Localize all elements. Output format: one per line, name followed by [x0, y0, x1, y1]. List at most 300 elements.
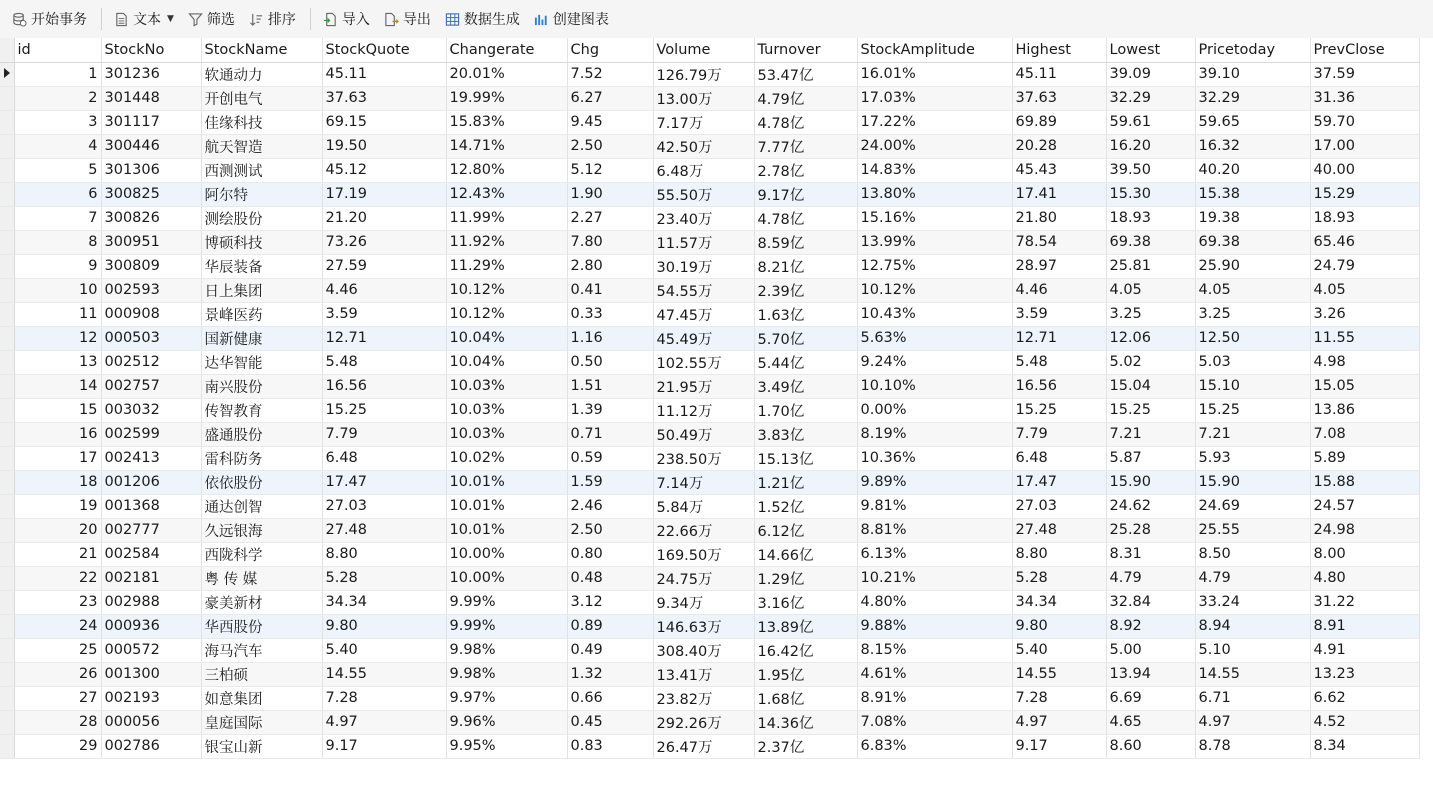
- cell-volume[interactable]: 6.48万: [653, 158, 754, 182]
- cell-stockamplitude[interactable]: 17.03%: [857, 86, 1012, 110]
- cell-volume[interactable]: 30.19万: [653, 254, 754, 278]
- cell-pricetoday[interactable]: 39.10: [1195, 62, 1310, 86]
- cell-stockquote[interactable]: 8.80: [322, 542, 446, 566]
- cell-stockquote[interactable]: 19.50: [322, 134, 446, 158]
- cell-pricetoday[interactable]: 15.25: [1195, 398, 1310, 422]
- cell-chg[interactable]: 1.59: [567, 470, 653, 494]
- cell-volume[interactable]: 45.49万: [653, 326, 754, 350]
- cell-prevclose[interactable]: 8.00: [1310, 542, 1419, 566]
- cell-pricetoday[interactable]: 3.25: [1195, 302, 1310, 326]
- cell-highest[interactable]: 7.28: [1012, 686, 1106, 710]
- cell-chg[interactable]: 6.27: [567, 86, 653, 110]
- cell-lowest[interactable]: 59.61: [1106, 110, 1195, 134]
- cell-id[interactable]: 5: [14, 158, 101, 182]
- cell-turnover[interactable]: 16.42亿: [754, 638, 857, 662]
- cell-stockname[interactable]: 开创电气: [201, 86, 322, 110]
- row-indicator[interactable]: [0, 422, 14, 446]
- cell-stockquote[interactable]: 16.56: [322, 374, 446, 398]
- cell-volume[interactable]: 169.50万: [653, 542, 754, 566]
- cell-stockno[interactable]: 000503: [101, 326, 201, 350]
- cell-changerate[interactable]: 11.29%: [446, 254, 567, 278]
- cell-turnover[interactable]: 13.89亿: [754, 614, 857, 638]
- cell-chg[interactable]: 0.66: [567, 686, 653, 710]
- cell-prevclose[interactable]: 5.89: [1310, 446, 1419, 470]
- cell-stockamplitude[interactable]: 4.61%: [857, 662, 1012, 686]
- cell-stockname[interactable]: 如意集团: [201, 686, 322, 710]
- cell-lowest[interactable]: 32.84: [1106, 590, 1195, 614]
- row-indicator[interactable]: [0, 182, 14, 206]
- data-generation-button[interactable]: [439, 5, 526, 33]
- cell-prevclose[interactable]: 31.22: [1310, 590, 1419, 614]
- cell-chg[interactable]: 0.33: [567, 302, 653, 326]
- cell-lowest[interactable]: 15.04: [1106, 374, 1195, 398]
- cell-stockname[interactable]: 景峰医药: [201, 302, 322, 326]
- cell-stockno[interactable]: 001206: [101, 470, 201, 494]
- cell-highest[interactable]: 12.71: [1012, 326, 1106, 350]
- cell-id[interactable]: 12: [14, 326, 101, 350]
- row-indicator[interactable]: [0, 158, 14, 182]
- cell-id[interactable]: 8: [14, 230, 101, 254]
- cell-changerate[interactable]: 10.02%: [446, 446, 567, 470]
- table-row[interactable]: [0, 374, 1419, 398]
- cell-volume[interactable]: 292.26万: [653, 710, 754, 734]
- cell-stockquote[interactable]: 9.17: [322, 734, 446, 758]
- cell-changerate[interactable]: 10.01%: [446, 518, 567, 542]
- cell-stockquote[interactable]: 27.48: [322, 518, 446, 542]
- cell-volume[interactable]: 146.63万: [653, 614, 754, 638]
- cell-lowest[interactable]: 25.28: [1106, 518, 1195, 542]
- cell-stockname[interactable]: 软通动力: [201, 62, 322, 86]
- cell-lowest[interactable]: 8.92: [1106, 614, 1195, 638]
- cell-stockno[interactable]: 002786: [101, 734, 201, 758]
- cell-chg[interactable]: 1.16: [567, 326, 653, 350]
- table-row[interactable]: [0, 110, 1419, 134]
- cell-id[interactable]: 16: [14, 422, 101, 446]
- cell-stockquote[interactable]: 17.47: [322, 470, 446, 494]
- cell-stockname[interactable]: 西测测试: [201, 158, 322, 182]
- table-row[interactable]: [0, 518, 1419, 542]
- cell-changerate[interactable]: 10.04%: [446, 326, 567, 350]
- cell-stockno[interactable]: 001300: [101, 662, 201, 686]
- cell-id[interactable]: 13: [14, 350, 101, 374]
- cell-stockquote[interactable]: 17.19: [322, 182, 446, 206]
- cell-stockquote[interactable]: 4.97: [322, 710, 446, 734]
- cell-stockname[interactable]: 海马汽车: [201, 638, 322, 662]
- cell-turnover[interactable]: 1.95亿: [754, 662, 857, 686]
- cell-turnover[interactable]: 8.21亿: [754, 254, 857, 278]
- cell-prevclose[interactable]: 15.05: [1310, 374, 1419, 398]
- cell-changerate[interactable]: 10.12%: [446, 278, 567, 302]
- cell-changerate[interactable]: 10.12%: [446, 302, 567, 326]
- cell-stockno[interactable]: 002988: [101, 590, 201, 614]
- table-row[interactable]: [0, 566, 1419, 590]
- cell-chg[interactable]: 0.41: [567, 278, 653, 302]
- cell-changerate[interactable]: 10.01%: [446, 494, 567, 518]
- cell-stockno[interactable]: 300446: [101, 134, 201, 158]
- cell-volume[interactable]: 21.95万: [653, 374, 754, 398]
- cell-chg[interactable]: 0.50: [567, 350, 653, 374]
- cell-stockname[interactable]: 华辰装备: [201, 254, 322, 278]
- cell-prevclose[interactable]: 4.91: [1310, 638, 1419, 662]
- cell-stockamplitude[interactable]: 9.89%: [857, 470, 1012, 494]
- cell-lowest[interactable]: 39.50: [1106, 158, 1195, 182]
- cell-stockquote[interactable]: 12.71: [322, 326, 446, 350]
- cell-chg[interactable]: 0.83: [567, 734, 653, 758]
- cell-prevclose[interactable]: 8.34: [1310, 734, 1419, 758]
- row-indicator[interactable]: [0, 62, 14, 86]
- cell-stockno[interactable]: 300826: [101, 206, 201, 230]
- begin-transaction-button[interactable]: [6, 5, 93, 33]
- cell-turnover[interactable]: 4.78亿: [754, 206, 857, 230]
- cell-stockno[interactable]: 000572: [101, 638, 201, 662]
- cell-stockamplitude[interactable]: 5.63%: [857, 326, 1012, 350]
- cell-stockamplitude[interactable]: 4.80%: [857, 590, 1012, 614]
- cell-volume[interactable]: 42.50万: [653, 134, 754, 158]
- table-row[interactable]: [0, 86, 1419, 110]
- cell-pricetoday[interactable]: 15.90: [1195, 470, 1310, 494]
- text-button[interactable]: [108, 5, 180, 33]
- cell-volume[interactable]: 24.75万: [653, 566, 754, 590]
- cell-stockquote[interactable]: 14.55: [322, 662, 446, 686]
- export-button[interactable]: [378, 5, 437, 33]
- cell-stockquote[interactable]: 6.48: [322, 446, 446, 470]
- table-row[interactable]: [0, 542, 1419, 566]
- cell-stockquote[interactable]: 27.59: [322, 254, 446, 278]
- cell-stockquote[interactable]: 7.28: [322, 686, 446, 710]
- cell-lowest[interactable]: 5.00: [1106, 638, 1195, 662]
- cell-stockname[interactable]: 久远银海: [201, 518, 322, 542]
- cell-stockname[interactable]: 阿尔特: [201, 182, 322, 206]
- row-indicator[interactable]: [0, 470, 14, 494]
- cell-highest[interactable]: 8.80: [1012, 542, 1106, 566]
- table-row[interactable]: [0, 470, 1419, 494]
- row-indicator[interactable]: [0, 326, 14, 350]
- cell-changerate[interactable]: 9.98%: [446, 638, 567, 662]
- cell-changerate[interactable]: 9.95%: [446, 734, 567, 758]
- cell-volume[interactable]: 55.50万: [653, 182, 754, 206]
- cell-pricetoday[interactable]: 7.21: [1195, 422, 1310, 446]
- import-button[interactable]: [317, 5, 376, 33]
- row-indicator[interactable]: [0, 278, 14, 302]
- row-indicator[interactable]: [0, 254, 14, 278]
- cell-pricetoday[interactable]: 5.10: [1195, 638, 1310, 662]
- table-row[interactable]: [0, 62, 1419, 86]
- cell-stockno[interactable]: 301448: [101, 86, 201, 110]
- cell-highest[interactable]: 9.17: [1012, 734, 1106, 758]
- cell-id[interactable]: 14: [14, 374, 101, 398]
- row-indicator[interactable]: [0, 398, 14, 422]
- cell-lowest[interactable]: 16.20: [1106, 134, 1195, 158]
- cell-lowest[interactable]: 25.81: [1106, 254, 1195, 278]
- cell-lowest[interactable]: 18.93: [1106, 206, 1195, 230]
- cell-stockamplitude[interactable]: 6.13%: [857, 542, 1012, 566]
- cell-prevclose[interactable]: 15.88: [1310, 470, 1419, 494]
- cell-stockamplitude[interactable]: 10.36%: [857, 446, 1012, 470]
- cell-prevclose[interactable]: 15.29: [1310, 182, 1419, 206]
- cell-prevclose[interactable]: 24.98: [1310, 518, 1419, 542]
- cell-pricetoday[interactable]: 15.10: [1195, 374, 1310, 398]
- cell-changerate[interactable]: 10.00%: [446, 542, 567, 566]
- cell-chg[interactable]: 7.52: [567, 62, 653, 86]
- cell-stockno[interactable]: 002593: [101, 278, 201, 302]
- cell-highest[interactable]: 5.48: [1012, 350, 1106, 374]
- cell-chg[interactable]: 2.80: [567, 254, 653, 278]
- cell-volume[interactable]: 26.47万: [653, 734, 754, 758]
- cell-prevclose[interactable]: 24.79: [1310, 254, 1419, 278]
- cell-stockno[interactable]: 002757: [101, 374, 201, 398]
- cell-lowest[interactable]: 5.87: [1106, 446, 1195, 470]
- cell-turnover[interactable]: 1.29亿: [754, 566, 857, 590]
- row-indicator[interactable]: [0, 734, 14, 758]
- cell-id[interactable]: 22: [14, 566, 101, 590]
- cell-stockno[interactable]: 002599: [101, 422, 201, 446]
- cell-highest[interactable]: 5.28: [1012, 566, 1106, 590]
- cell-lowest[interactable]: 6.69: [1106, 686, 1195, 710]
- cell-turnover[interactable]: 4.78亿: [754, 110, 857, 134]
- cell-prevclose[interactable]: 4.52: [1310, 710, 1419, 734]
- cell-pricetoday[interactable]: 59.65: [1195, 110, 1310, 134]
- cell-stockname[interactable]: 依依股份: [201, 470, 322, 494]
- cell-highest[interactable]: 27.48: [1012, 518, 1106, 542]
- cell-stockname[interactable]: 博硕科技: [201, 230, 322, 254]
- cell-stockname[interactable]: 三柏硕: [201, 662, 322, 686]
- cell-stockno[interactable]: 002512: [101, 350, 201, 374]
- cell-chg[interactable]: 0.45: [567, 710, 653, 734]
- cell-stockamplitude[interactable]: 10.12%: [857, 278, 1012, 302]
- cell-chg[interactable]: 0.89: [567, 614, 653, 638]
- cell-pricetoday[interactable]: 8.94: [1195, 614, 1310, 638]
- column-header-changerate[interactable]: Changerate: [446, 38, 567, 62]
- cell-chg[interactable]: 0.59: [567, 446, 653, 470]
- cell-turnover[interactable]: 53.47亿: [754, 62, 857, 86]
- cell-turnover[interactable]: 1.21亿: [754, 470, 857, 494]
- cell-highest[interactable]: 28.97: [1012, 254, 1106, 278]
- cell-prevclose[interactable]: 4.98: [1310, 350, 1419, 374]
- cell-highest[interactable]: 17.41: [1012, 182, 1106, 206]
- cell-chg[interactable]: 1.39: [567, 398, 653, 422]
- cell-stockno[interactable]: 300951: [101, 230, 201, 254]
- column-header-id[interactable]: id: [14, 38, 101, 62]
- cell-changerate[interactable]: 14.71%: [446, 134, 567, 158]
- table-row[interactable]: [0, 134, 1419, 158]
- cell-prevclose[interactable]: 4.80: [1310, 566, 1419, 590]
- cell-turnover[interactable]: 4.79亿: [754, 86, 857, 110]
- cell-stockquote[interactable]: 45.11: [322, 62, 446, 86]
- row-indicator[interactable]: [0, 206, 14, 230]
- table-row[interactable]: [0, 710, 1419, 734]
- cell-prevclose[interactable]: 18.93: [1310, 206, 1419, 230]
- cell-changerate[interactable]: 20.01%: [446, 62, 567, 86]
- cell-volume[interactable]: 102.55万: [653, 350, 754, 374]
- cell-stockname[interactable]: 豪美新材: [201, 590, 322, 614]
- cell-stockquote[interactable]: 73.26: [322, 230, 446, 254]
- row-indicator[interactable]: [0, 350, 14, 374]
- cell-turnover[interactable]: 15.13亿: [754, 446, 857, 470]
- cell-stockquote[interactable]: 21.20: [322, 206, 446, 230]
- column-header-prevclose[interactable]: PrevClose: [1310, 38, 1419, 62]
- cell-stockamplitude[interactable]: 8.91%: [857, 686, 1012, 710]
- column-header-stockamplitude[interactable]: StockAmplitude: [857, 38, 1012, 62]
- cell-stockamplitude[interactable]: 15.16%: [857, 206, 1012, 230]
- cell-pricetoday[interactable]: 12.50: [1195, 326, 1310, 350]
- cell-highest[interactable]: 21.80: [1012, 206, 1106, 230]
- cell-stockquote[interactable]: 45.12: [322, 158, 446, 182]
- cell-pricetoday[interactable]: 6.71: [1195, 686, 1310, 710]
- cell-changerate[interactable]: 15.83%: [446, 110, 567, 134]
- cell-lowest[interactable]: 4.79: [1106, 566, 1195, 590]
- column-header-stockno[interactable]: StockNo: [101, 38, 201, 62]
- table-row[interactable]: [0, 590, 1419, 614]
- cell-highest[interactable]: 6.48: [1012, 446, 1106, 470]
- table-row[interactable]: [0, 638, 1419, 662]
- cell-prevclose[interactable]: 59.70: [1310, 110, 1419, 134]
- table-row[interactable]: [0, 422, 1419, 446]
- cell-highest[interactable]: 14.55: [1012, 662, 1106, 686]
- cell-pricetoday[interactable]: 8.50: [1195, 542, 1310, 566]
- cell-volume[interactable]: 23.82万: [653, 686, 754, 710]
- column-header-volume[interactable]: Volume: [653, 38, 754, 62]
- cell-pricetoday[interactable]: 4.79: [1195, 566, 1310, 590]
- cell-stockquote[interactable]: 5.48: [322, 350, 446, 374]
- cell-changerate[interactable]: 11.99%: [446, 206, 567, 230]
- cell-stockamplitude[interactable]: 13.99%: [857, 230, 1012, 254]
- cell-stockname[interactable]: 南兴股份: [201, 374, 322, 398]
- cell-pricetoday[interactable]: 69.38: [1195, 230, 1310, 254]
- cell-volume[interactable]: 50.49万: [653, 422, 754, 446]
- cell-highest[interactable]: 9.80: [1012, 614, 1106, 638]
- cell-turnover[interactable]: 9.17亿: [754, 182, 857, 206]
- cell-turnover[interactable]: 5.70亿: [754, 326, 857, 350]
- cell-pricetoday[interactable]: 15.38: [1195, 182, 1310, 206]
- cell-id[interactable]: 18: [14, 470, 101, 494]
- row-indicator[interactable]: [0, 614, 14, 638]
- cell-id[interactable]: 7: [14, 206, 101, 230]
- cell-id[interactable]: 29: [14, 734, 101, 758]
- cell-changerate[interactable]: 11.92%: [446, 230, 567, 254]
- cell-pricetoday[interactable]: 4.97: [1195, 710, 1310, 734]
- cell-pricetoday[interactable]: 5.03: [1195, 350, 1310, 374]
- table-row[interactable]: [0, 278, 1419, 302]
- cell-stockname[interactable]: 佳缘科技: [201, 110, 322, 134]
- cell-chg[interactable]: 0.80: [567, 542, 653, 566]
- cell-changerate[interactable]: 12.43%: [446, 182, 567, 206]
- cell-stockamplitude[interactable]: 16.01%: [857, 62, 1012, 86]
- cell-volume[interactable]: 47.45万: [653, 302, 754, 326]
- cell-stockamplitude[interactable]: 10.10%: [857, 374, 1012, 398]
- cell-stockquote[interactable]: 37.63: [322, 86, 446, 110]
- cell-lowest[interactable]: 4.65: [1106, 710, 1195, 734]
- cell-stockno[interactable]: 000908: [101, 302, 201, 326]
- row-indicator[interactable]: [0, 542, 14, 566]
- cell-prevclose[interactable]: 17.00: [1310, 134, 1419, 158]
- cell-changerate[interactable]: 10.03%: [446, 398, 567, 422]
- cell-prevclose[interactable]: 65.46: [1310, 230, 1419, 254]
- cell-id[interactable]: 24: [14, 614, 101, 638]
- cell-turnover[interactable]: 1.52亿: [754, 494, 857, 518]
- cell-stockno[interactable]: 002181: [101, 566, 201, 590]
- cell-stockquote[interactable]: 34.34: [322, 590, 446, 614]
- cell-stockamplitude[interactable]: 12.75%: [857, 254, 1012, 278]
- cell-pricetoday[interactable]: 25.55: [1195, 518, 1310, 542]
- cell-prevclose[interactable]: 37.59: [1310, 62, 1419, 86]
- cell-stockquote[interactable]: 69.15: [322, 110, 446, 134]
- cell-turnover[interactable]: 1.63亿: [754, 302, 857, 326]
- cell-chg[interactable]: 5.12: [567, 158, 653, 182]
- cell-lowest[interactable]: 32.29: [1106, 86, 1195, 110]
- cell-highest[interactable]: 27.03: [1012, 494, 1106, 518]
- cell-turnover[interactable]: 14.66亿: [754, 542, 857, 566]
- cell-id[interactable]: 17: [14, 446, 101, 470]
- cell-volume[interactable]: 13.41万: [653, 662, 754, 686]
- cell-chg[interactable]: 9.45: [567, 110, 653, 134]
- cell-pricetoday[interactable]: 33.24: [1195, 590, 1310, 614]
- row-indicator[interactable]: [0, 230, 14, 254]
- cell-chg[interactable]: 0.48: [567, 566, 653, 590]
- table-row[interactable]: [0, 446, 1419, 470]
- row-indicator[interactable]: [0, 302, 14, 326]
- cell-stockno[interactable]: 003032: [101, 398, 201, 422]
- cell-stockamplitude[interactable]: 6.83%: [857, 734, 1012, 758]
- cell-stockamplitude[interactable]: 7.08%: [857, 710, 1012, 734]
- cell-stockno[interactable]: 002584: [101, 542, 201, 566]
- cell-volume[interactable]: 238.50万: [653, 446, 754, 470]
- cell-prevclose[interactable]: 6.62: [1310, 686, 1419, 710]
- table-row[interactable]: [0, 734, 1419, 758]
- cell-id[interactable]: 11: [14, 302, 101, 326]
- cell-chg[interactable]: 2.50: [567, 134, 653, 158]
- row-indicator[interactable]: [0, 86, 14, 110]
- cell-highest[interactable]: 7.79: [1012, 422, 1106, 446]
- cell-changerate[interactable]: 10.04%: [446, 350, 567, 374]
- cell-turnover[interactable]: 2.37亿: [754, 734, 857, 758]
- cell-lowest[interactable]: 39.09: [1106, 62, 1195, 86]
- cell-stockname[interactable]: 皇庭国际: [201, 710, 322, 734]
- cell-turnover[interactable]: 3.49亿: [754, 374, 857, 398]
- column-header-stockname[interactable]: StockName: [201, 38, 322, 62]
- cell-highest[interactable]: 45.43: [1012, 158, 1106, 182]
- cell-stockquote[interactable]: 9.80: [322, 614, 446, 638]
- cell-chg[interactable]: 3.12: [567, 590, 653, 614]
- cell-id[interactable]: 6: [14, 182, 101, 206]
- cell-volume[interactable]: 23.40万: [653, 206, 754, 230]
- cell-stockamplitude[interactable]: 9.88%: [857, 614, 1012, 638]
- cell-stockname[interactable]: 通达创智: [201, 494, 322, 518]
- row-indicator[interactable]: [0, 686, 14, 710]
- cell-highest[interactable]: 15.25: [1012, 398, 1106, 422]
- cell-turnover[interactable]: 1.70亿: [754, 398, 857, 422]
- cell-stockno[interactable]: 300825: [101, 182, 201, 206]
- cell-stockamplitude[interactable]: 8.81%: [857, 518, 1012, 542]
- cell-volume[interactable]: 13.00万: [653, 86, 754, 110]
- cell-stockamplitude[interactable]: 8.15%: [857, 638, 1012, 662]
- table-row[interactable]: [0, 494, 1419, 518]
- cell-id[interactable]: 26: [14, 662, 101, 686]
- cell-stockamplitude[interactable]: 10.43%: [857, 302, 1012, 326]
- cell-stockname[interactable]: 航天智造: [201, 134, 322, 158]
- row-indicator[interactable]: [0, 446, 14, 470]
- row-indicator[interactable]: [0, 590, 14, 614]
- cell-stockamplitude[interactable]: 10.21%: [857, 566, 1012, 590]
- cell-highest[interactable]: 16.56: [1012, 374, 1106, 398]
- cell-stockquote[interactable]: 7.79: [322, 422, 446, 446]
- cell-volume[interactable]: 126.79万: [653, 62, 754, 86]
- cell-stockamplitude[interactable]: 24.00%: [857, 134, 1012, 158]
- cell-stockname[interactable]: 西陇科学: [201, 542, 322, 566]
- filter-button[interactable]: [182, 5, 241, 33]
- cell-stockquote[interactable]: 3.59: [322, 302, 446, 326]
- table-row[interactable]: [0, 254, 1419, 278]
- cell-id[interactable]: 21: [14, 542, 101, 566]
